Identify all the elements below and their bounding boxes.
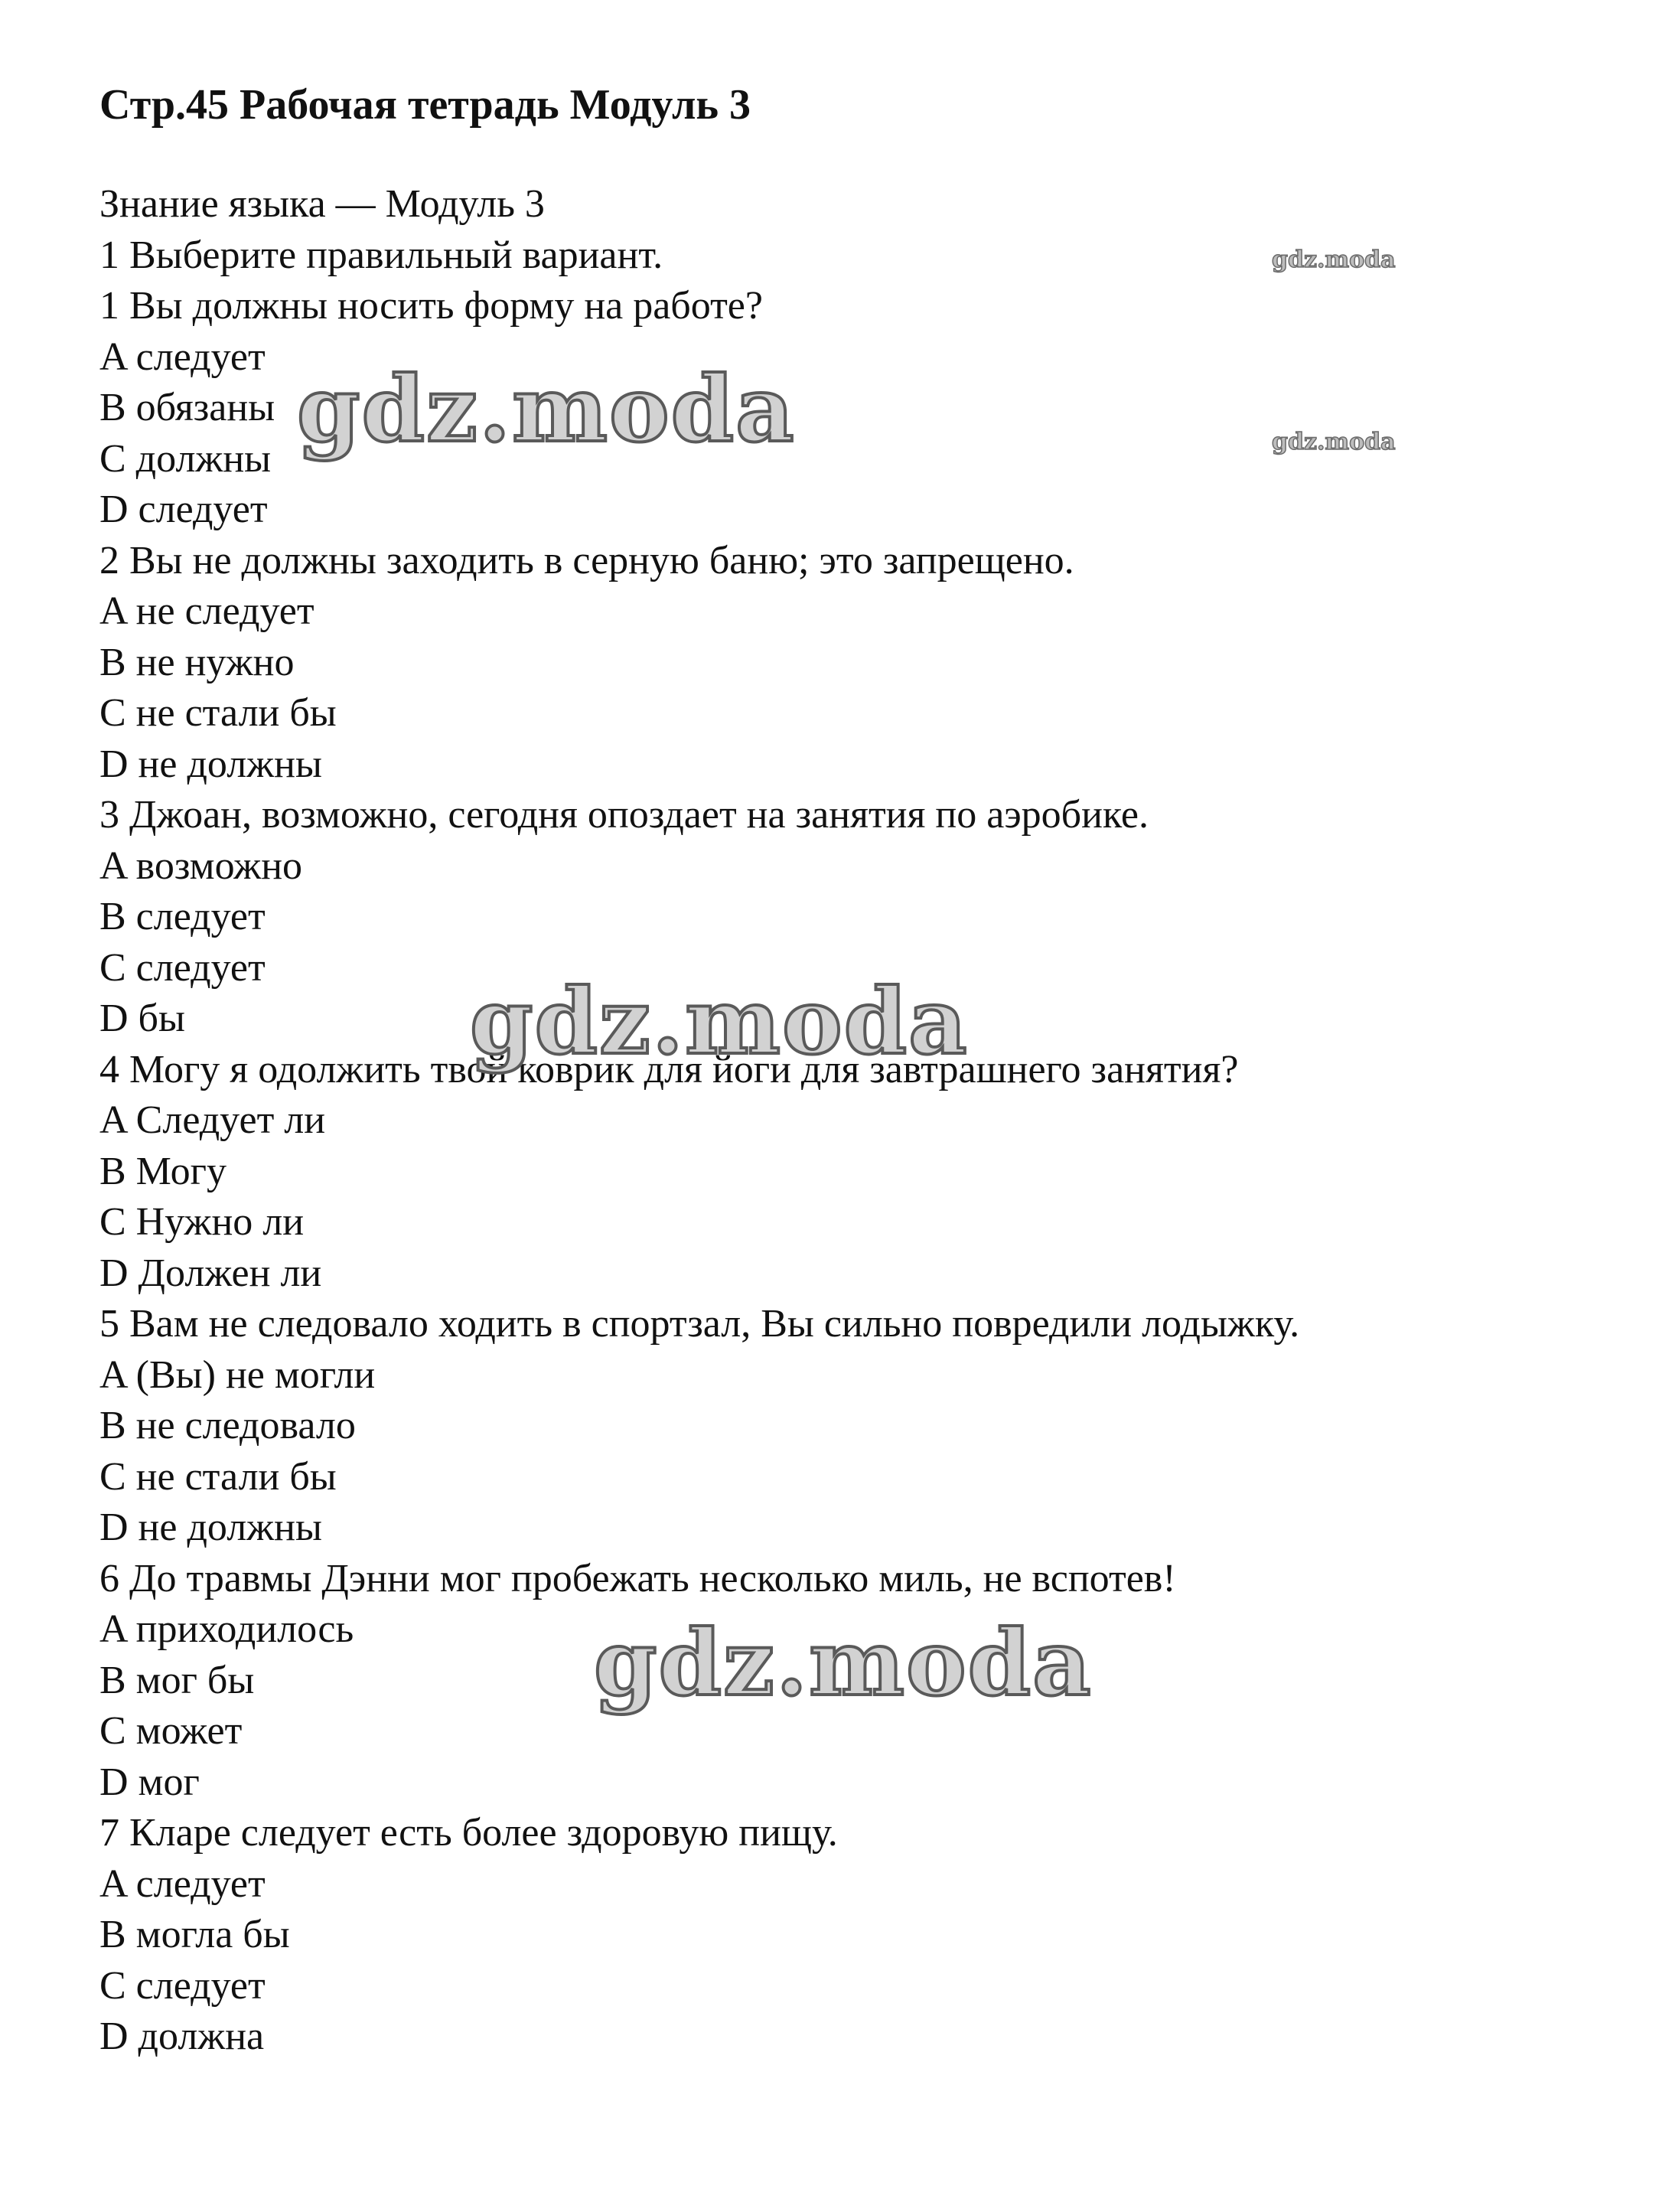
answer-option: B обязаны bbox=[99, 386, 275, 429]
answer-option: D мог bbox=[99, 1760, 200, 1804]
answer-option: A (Вы) не могли bbox=[99, 1352, 376, 1397]
answer-option: B не следовало bbox=[99, 1404, 356, 1447]
document-body bbox=[99, 80, 1615, 2063]
question-text: 5 Вам не следовало ходить в спортзал, Вы сильно повредили лодыжку. bbox=[99, 1302, 1300, 1346]
answer-option: A следует bbox=[99, 334, 266, 379]
answer-option: A Следует ли bbox=[99, 1098, 326, 1142]
answer-option: D должна bbox=[99, 2015, 265, 2058]
answer-option: C следует bbox=[99, 945, 266, 990]
exercise-section bbox=[99, 179, 1615, 2063]
answer-option: C может bbox=[99, 1709, 243, 1753]
watermark-large: gdz.moda bbox=[594, 1610, 1093, 1716]
answer-option: D Должен ли bbox=[99, 1251, 322, 1295]
answer-option: C должны bbox=[99, 436, 272, 481]
question-text: 4 Могу я одолжить твой коврик для йоги для завтрашнего занятия? bbox=[99, 1047, 1239, 1091]
watermark-large: gdz.moda bbox=[297, 356, 796, 462]
answer-option: A следует bbox=[99, 1861, 266, 1906]
question-list bbox=[99, 281, 1615, 2063]
answer-option: B могла бы bbox=[99, 1913, 290, 1956]
watermark-small: gdz.moda bbox=[1272, 246, 1396, 273]
answer-option: C следует bbox=[99, 1963, 266, 2008]
answer-option: B Могу bbox=[99, 1149, 227, 1193]
answer-option: D не должны bbox=[99, 1506, 322, 1549]
question-text: 3 Джоан, возможно, сегодня опоздает на занятия по аэробике. bbox=[99, 793, 1149, 837]
question-text: 2 Вы не должны заходить в серную баню; это запрещено. bbox=[99, 538, 1074, 582]
watermark-large: gdz.moda bbox=[470, 968, 969, 1075]
answer-option: A приходилось bbox=[99, 1607, 354, 1651]
question-text: 1 Вы должны носить форму на работе? bbox=[99, 284, 763, 328]
answer-option: C Нужно ли bbox=[99, 1200, 305, 1244]
answer-option: D следует bbox=[99, 488, 268, 531]
answer-option: A не следует bbox=[99, 589, 315, 633]
answer-option: B следует bbox=[99, 895, 266, 938]
question-text: 7 Кларе следует есть более здоровую пищу. bbox=[99, 1811, 838, 1855]
question-text: 6 До травмы Дэнни мог пробежать несколько миль, не вспотев! bbox=[99, 1556, 1176, 1600]
answer-option: C не стали бы bbox=[99, 1454, 337, 1499]
answer-option: D бы bbox=[99, 997, 185, 1040]
answer-option: B не нужно bbox=[99, 640, 295, 684]
task-heading: 1 Выберите правильный вариант. bbox=[99, 233, 663, 277]
answer-option: D не должны bbox=[99, 742, 322, 786]
page-title: Стр.45 Рабочая тетрадь Модуль 3 bbox=[99, 81, 751, 129]
answer-option: A возможно bbox=[99, 843, 303, 888]
section-title: Знание языка — Модуль 3 bbox=[99, 182, 545, 226]
answer-option: C не стали бы bbox=[99, 691, 337, 735]
answer-option: B мог бы bbox=[99, 1658, 255, 1702]
watermark-small: gdz.moda bbox=[1272, 429, 1396, 455]
